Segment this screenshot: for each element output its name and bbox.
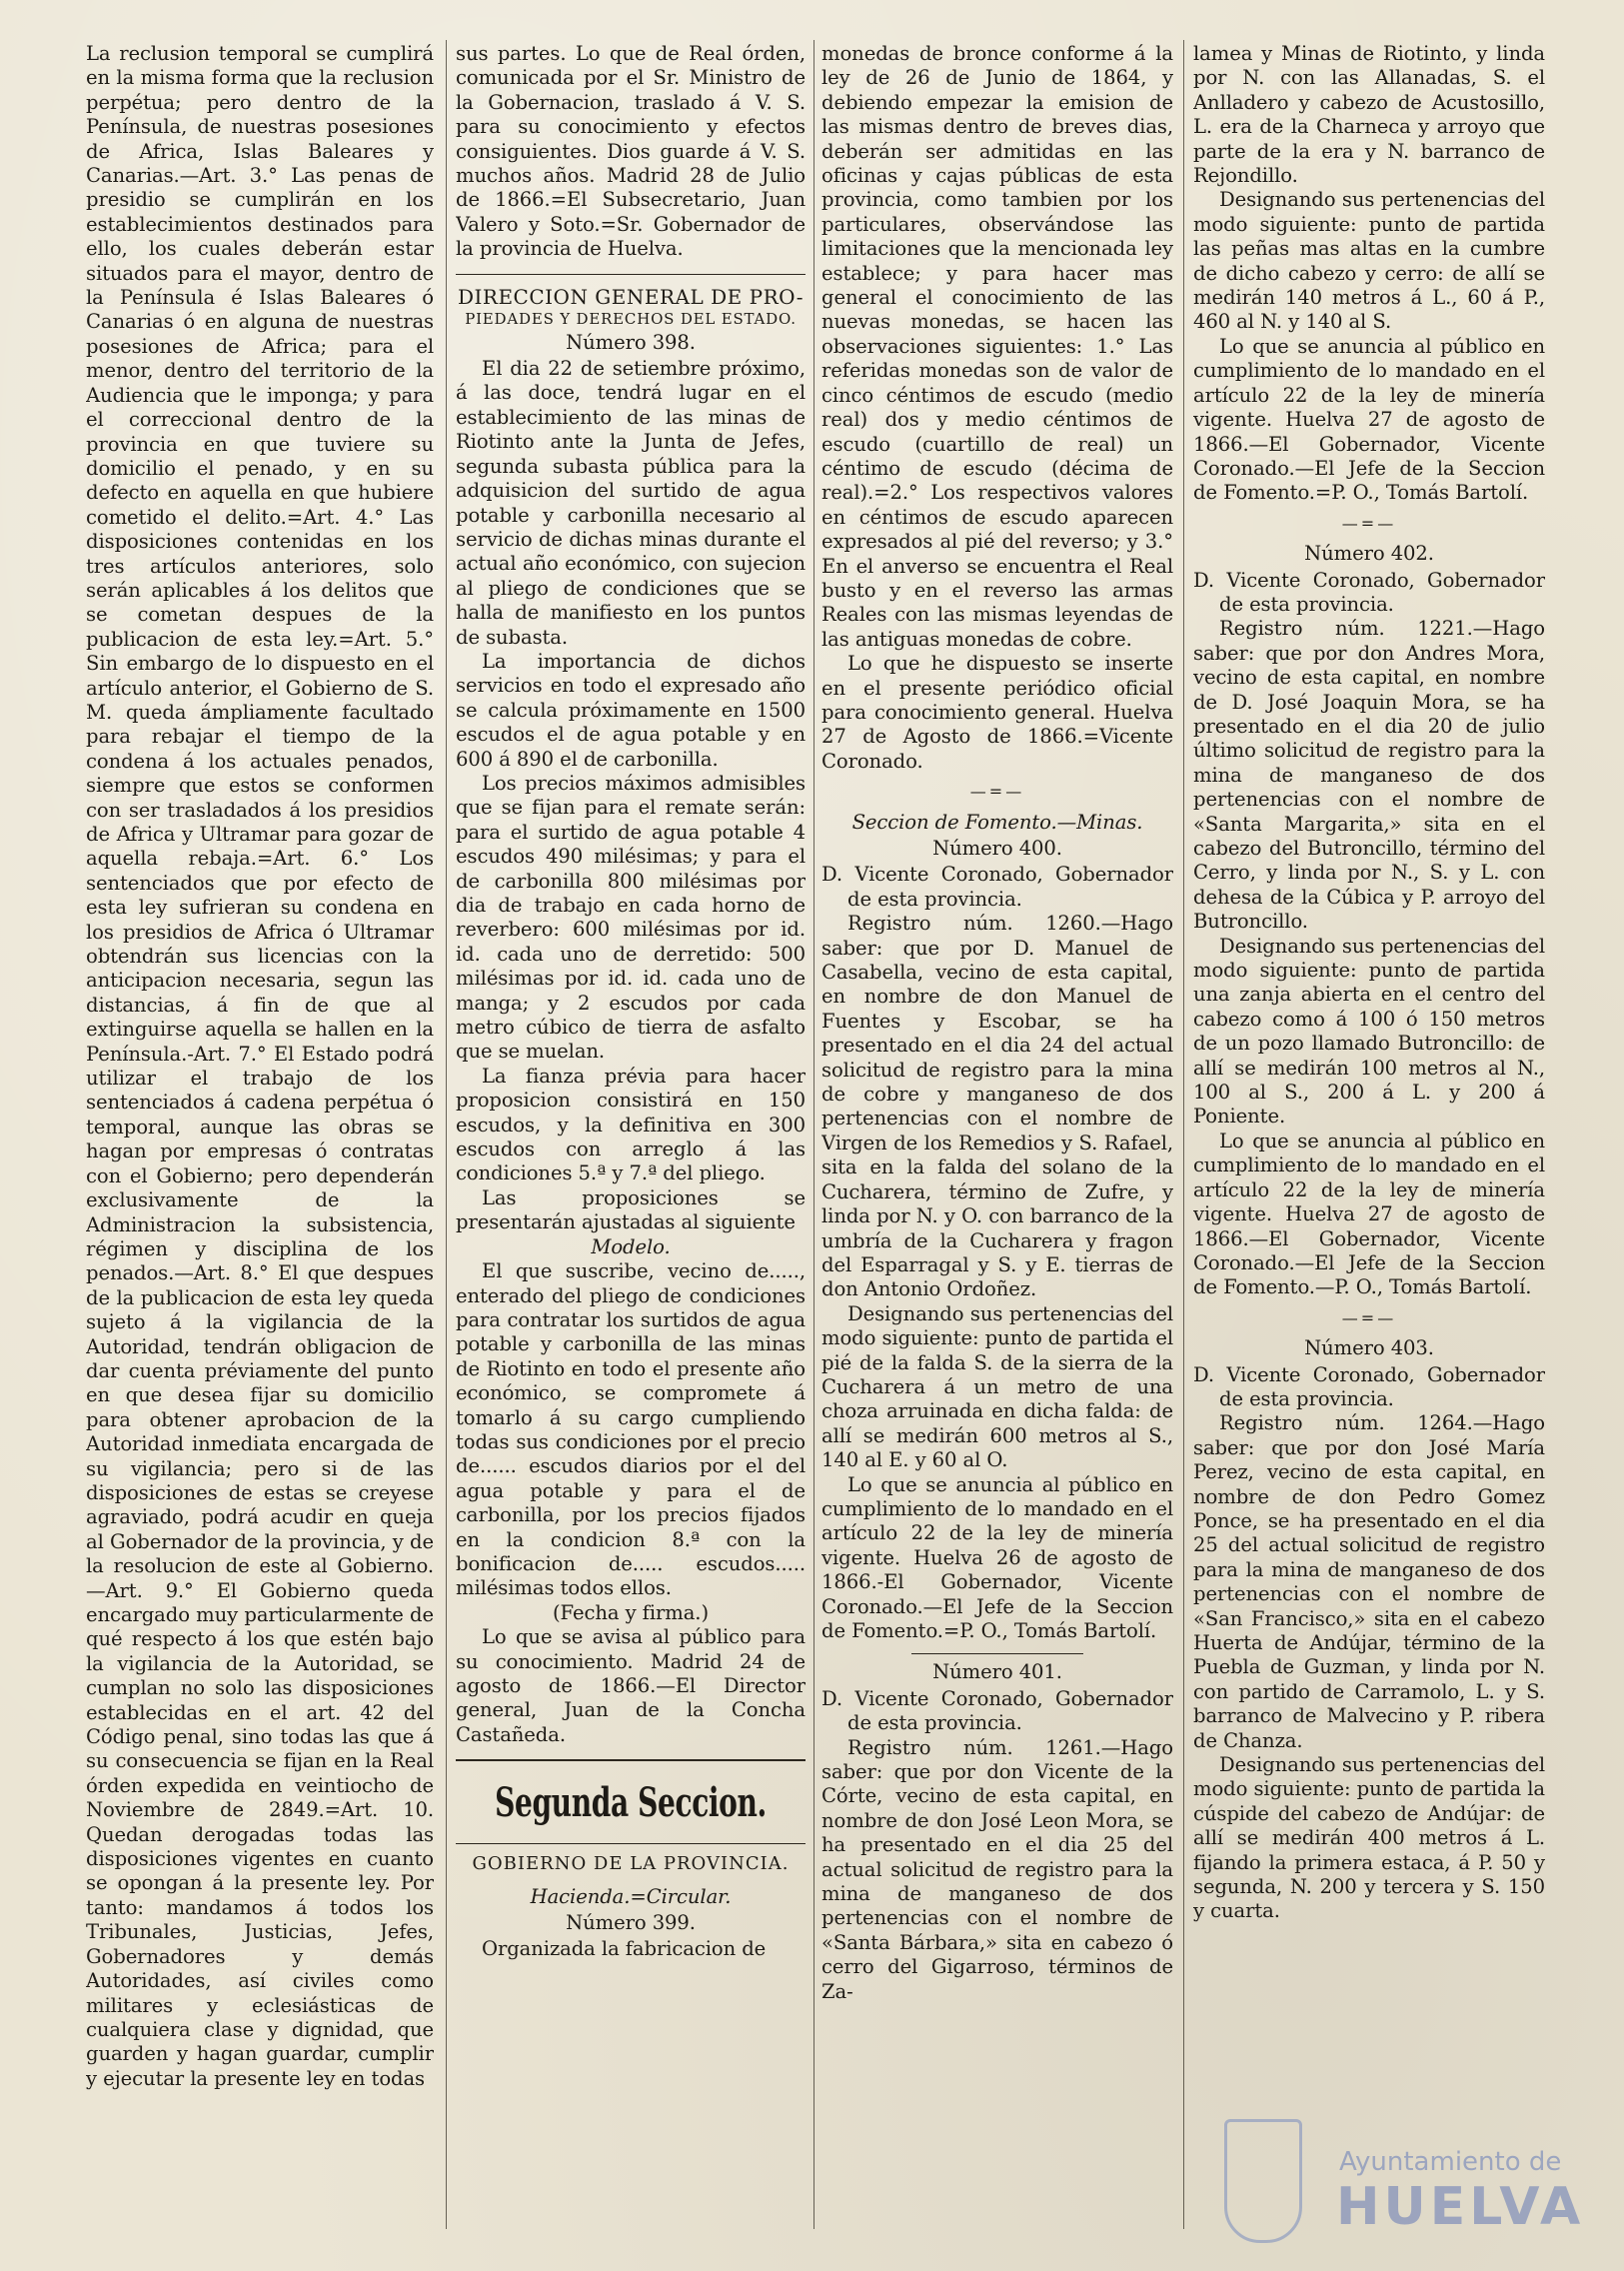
- column-4: [1193, 42, 1545, 2241]
- divider: [456, 1843, 806, 1844]
- body-paragraph: Lo que se anuncia al público en cumplimiento de lo mandado en el artículo 22 de la ley de minería vigente. Huelva 27 de agosto de 1866.—El Gobernador, Vicente Coronado.—El Jefe de la Seccion de Fomento.=P. O., Tomás Bartolí.: [1193, 334, 1545, 505]
- body-paragraph: Designando sus pertenencias del modo siguiente: punto de partida una zanja abierta en el centro del cabezo como á 100 ó 150 metros de un pozo llamado Butroncillo: de allí se medirán 100 metros al N., 100 al S., 200 á L. y 200 á Poniente.: [1193, 934, 1545, 1129]
- body-paragraph: Organizada la fabricacion de: [482, 1937, 767, 1961]
- notice-number: Número 399.: [566, 1911, 696, 1935]
- governor-line: D. Vicente Coronado, Gobernador de esta provincia.: [1193, 1362, 1545, 1410]
- section-subheading: PIEDADES Y DERECHOS DEL ESTADO.: [465, 309, 797, 328]
- section-subheading: Hacienda.=Circular.: [530, 1884, 732, 1908]
- body-paragraph: Lo que se anuncia al público en cumplimiento de lo mandado en el artículo 22 de la ley de minería vigente. Huelva 27 de agosto de 1866.—El Gobernador, Vicente Coronado.—El Jefe de la Seccion de Fomento.—P. O., Tomás Bartolí.: [1193, 1129, 1545, 1299]
- coat-of-arms-icon: [1224, 2119, 1302, 2243]
- notice-number: Número 401.: [932, 1660, 1062, 1684]
- body-paragraph: monedas de bronce conforme á la ley de 26 de Junio de 1864, y debiendo empezar la emision de las mismas dentro de breves dias, deberán ser admitidas en las oficinas y cajas públicas de esta provincia, como tambien por los particulares, observándose las limitaciones que la mencionada ley establece; y para hacer mas general el conocimiento de las nuevas monedas, se hacen las observaciones siguientes: 1.° Las referidas monedas son de valor de cinco céntimos de escudo (medio real) dos y medio céntimos de escudo (cuartillo de real) un céntimo de escudo (décima de real).=2.° Los respectivos valores en céntimos de escudo aparecen expresados al pié del reverso; y 3.° En el anverso se encuentra el Real busto y en el reverso las armas Reales con las mismas leyendas de las antiguas monedas de cobre.: [821, 42, 1173, 651]
- section-heading: DIRECCION GENERAL DE PRO-: [457, 284, 805, 309]
- separator: —=—: [1341, 513, 1397, 533]
- body-paragraph: Designando sus pertenencias del modo siguiente: punto de partida la cúspide del cabezo de Andújar: de allí se medirán 400 metros á L. fijando la primera estaca, á P. 50 y segunda, N. 200 y tercera y S. 150 y cuarta.: [1193, 1753, 1545, 1923]
- notice-number: Número 400.: [932, 837, 1062, 860]
- divider: [456, 274, 806, 275]
- body-paragraph: Las proposiciones se presentarán ajustadas al siguiente: [456, 1185, 806, 1234]
- separator: —=—: [969, 782, 1025, 802]
- body-paragraph: Designando sus pertenencias del modo siguiente: punto de partida el pié de la falda S. de la sierra de la Cucharera á un metro de una choza arruinada en dicha falda: de allí se medirán 600 metros al S., 140 al E. y 60 al O.: [821, 1301, 1173, 1472]
- body-paragraph: La reclusion temporal se cumplirá en la misma forma que la reclusion perpétua; pero dentro de la Península, de nuestras posesiones de Africa, Islas Baleares y Canarias.—Art. 3.° Las penas de presidio se cumplirán en los establecimientos destinados para ello, los cuales deberán estar situados para el mayor, dentro de la Península é Islas Baleares ó Canarias ó en alguna de nuestras posesiones de Africa; para el menor, dentro del territorio de la Audiencia que le imponga; y para el correccional dentro de la provincia en que tuviere su domicilio el penado, y en su defecto en aquella en que hubiere cometido el delito.=Art. 4.° Las disposiciones contenidas en los tres artículos anteriores, solo serán aplicables á los delitos que se cometan despues de la publicacion de esta ley.=Art. 5.° Sin embargo de lo dispuesto en el artículo anterior, el Gobierno de S. M. queda ámpliamente facultado para rebajar el tiempo de la condena á los actuales penados, siempre que estos se conformen con ser trasladados á los presidios de Africa y Ultramar para gozar de aquella rebaja.=Art. 6.° Los sentenciados que por efecto de esta ley sufrieran su condena en los presidios de Africa ó Ultramar obtendrán sus licencias con la anticipacion necesaria, segun las distancias, á fin de que al extinguirse aquella se hallen en la Península.-Art. 7.° El Estado podrá utilizar el trabajo de los sentenciados á cadena perpétua ó temporal, aunque las obras se hagan por empresas ó contratas con el Gobierno; pero dependerán exclusivamente de la Administracion la subsistencia, régimen y disciplina de los penados.—Art. 8.° El que despues de la publicacion de esta ley queda sujeto á la vigilancia de la Autoridad, tendrán obligacion de dar cuenta préviamente del punto en que desea fijar su domicilio para obtener aprobacion de la Autoridad inmediata encargada de su vigilancia; pero si de las disposiciones de estas se creyese agraviado, podrá acudir en queja al Gobernador de la provincia, y de la resolucion de este al Gobierno.—Art. 9.° El Gobierno queda encargado muy particularmente de qué respecto á los que estén bajo la vigilancia de la Autoridad, se cumplan no solo las disposiciones establecidas en el art. 42 del Código penal, sino todas las que á su consecuencia se fijan en la Real órden expedida en veintiocho de Noviembre de 2849.=Art. 10. Quedan derogadas todas las disposiciones vigentes en cuanto se opongan á la presente ley. Por tanto: mandamos á todos los Tribunales, Justicias, Jefes, Gobernadores y demás Autoridades, así civiles como militares y eclesiásticas de cualquiera clase y dignidad, que guarden y hagan guardar, cumplir y ejecutar la presente ley en todas: [86, 42, 434, 2090]
- body-paragraph: Lo que se avisa al público para su conocimiento. Madrid 24 de agosto de 1866.—El Director general, Juan de la Concha Castañeda.: [456, 1625, 806, 1746]
- body-paragraph: Lo que se anuncia al público en cumplimiento de lo mandado en el artículo 22 de la ley de minería vigente. Huelva 26 de agosto de 1866.-El Gobernador, Vicente Coronado.—El Jefe de la Seccion de Fomento.=P. O., Tomás Bartolí.: [821, 1472, 1173, 1642]
- body-paragraph: El que suscribe, vecino de....., enterado del pliego de condiciones para contratar los surtidos de agua potable y carbonilla de las minas de Riotinto en todo el presente año económico, se compromete á tomarlo á su cargo cumpliendo todas sus condiciones por el precio de...... escudos diarios por el del agua potable y para el de carbonilla, por los precios fijados en la condicion 8.ª con la bonificacion de..... escudos..... milésimas todos ellos.: [456, 1259, 806, 1600]
- divider: [911, 1653, 1083, 1654]
- body-paragraph: lamea y Minas de Riotinto, y linda por N. con las Allanadas, S. el Anlladero y cabezo de Acustosillo, L. era de la Charneca y arroyo que parte de la era y N. barranco de Rejondillo.: [1193, 42, 1545, 188]
- body-paragraph: La importancia de dichos servicios en todo el expresado año se calcula próximamente en 1500 escudos el de agua potable y en 600 á 890 el de carbonilla.: [456, 649, 806, 771]
- body-paragraph: Designando sus pertenencias del modo siguiente: punto de partida las peñas mas altas en la cumbre de dicho cabezo y cerro: de allí se medirán 140 metros á L., 60 á P., 460 al N. y 140 al S.: [1193, 188, 1545, 334]
- column-2: [456, 42, 806, 2241]
- archive-watermark: [1224, 2119, 1604, 2249]
- section-subheading: Seccion de Fomento.—Minas.: [851, 810, 1143, 834]
- column-rule: [446, 40, 447, 2229]
- body-paragraph: Registro núm. 1221.—Hago saber: que por don Andres Mora, vecino de esta capital, en nombre de D. José Joaquin Mora, se ha presentado en el dia 20 de julio último solicitud de registro para la mina de manganeso de dos pertenencias con el nombre de «Santa Margarita,» sita en el cabezo del Butroncillo, término del Cerro, y linda por N., S. y L. con dehesa de la Cúbica y P. arroyo del Butroncillo.: [1193, 617, 1545, 934]
- body-paragraph: Registro núm. 1264.—Hago saber: que por don José María Perez, vecino de esta capital, en nombre de don Pedro Gomez Ponce, se ha presentado en el dia 25 del actual solicitud de registro para la mina de manganeso de dos pertenencias con el nombre de «San Francisco,» sita en el cabezo Huerta de Andújar, término de la Puebla de Guzman, y linda por N. con partido de Carramolo, L. y S. barranco de Malvecino y P. ribera de Chanza.: [1193, 1411, 1545, 1752]
- body-paragraph: sus partes. Lo que de Real órden, comunicada por el Sr. Ministro de la Gobernacion, traslado á V. S. para su conocimiento y efectos consiguientes. Dios guarde á V. S. muchos años. Madrid 28 de Julio de 1866.=El Subsecretario, Juan Valero y Soto.=Sr. Gobernador de la provincia de Huelva.: [456, 42, 806, 261]
- body-paragraph: La fianza prévia para hacer proposicion consistirá en 150 escudos, y la definitiva en 300 escudos con arreglo á las condiciones 5.ª y 7.ª del pliego.: [456, 1064, 806, 1185]
- governor-line: D. Vicente Coronado, Gobernador de esta provincia.: [1193, 568, 1545, 616]
- signature-note: (Fecha y firma.): [553, 1600, 709, 1624]
- separator: —=—: [1341, 1307, 1397, 1327]
- watermark-line2: HUELVA: [1336, 2177, 1585, 2237]
- column-1: [86, 42, 434, 2241]
- body-paragraph: Registro núm. 1261.—Hago saber: que por don Vicente de la Córte, vecino de esta capital, en nombre de don José Leon Mora, se ha presentado en el dia 25 del actual solicitud de registro para la mina de manganeso de dos pertenencias con el nombre de «Santa Bárbara,» sita en cabezo ó cerro del Gigarroso, términos de Za-: [821, 1735, 1173, 2003]
- body-paragraph: Registro núm. 1260.—Hago saber: que por D. Manuel de Casabella, vecino de esta capital, en nombre de don Manuel de Fuentes y Escobar, se ha presentado en el dia 24 del actual solicitud de registro para la mina de cobre y manganeso de dos pertenencias con el nombre de Virgen de los Remedios y S. Rafael, sita en la falda del solano de la Cucharera, término de Zufre, y linda por N. y O. con barranco de la umbría de la Cucharera y fragon del Esparragal y S. y E. tierras de don Antonio Ordoñez.: [821, 912, 1173, 1301]
- notice-number: Número 403.: [1304, 1336, 1434, 1360]
- governor-line: D. Vicente Coronado, Gobernador de esta provincia.: [821, 1686, 1173, 1735]
- section-heading: GOBIERNO DE LA PROVINCIA.: [472, 1853, 790, 1875]
- governor-line: D. Vicente Coronado, Gobernador de esta provincia.: [821, 863, 1173, 911]
- model-heading: Modelo.: [591, 1234, 671, 1258]
- notice-number: Número 402.: [1304, 542, 1434, 566]
- column-3: [821, 42, 1173, 2241]
- column-rule: [1183, 40, 1184, 2229]
- notice-number: Número 398.: [566, 330, 696, 354]
- watermark-line1: Ayuntamiento de: [1339, 2147, 1562, 2177]
- body-paragraph: Lo que he dispuesto se inserte en el presente periódico oficial para conocimiento general. Huelva 27 de Agosto de 1866.=Vicente Coronado.: [821, 652, 1173, 773]
- divider: [456, 1759, 806, 1761]
- column-rule: [813, 40, 814, 2229]
- section-title: Segunda Seccion.: [495, 1779, 767, 1827]
- body-paragraph: Los precios máximos admisibles que se fijan para el remate serán: para el surtido de agua potable 4 escudos 490 milésimas; y para el de carbonilla 800 milésimas por dia de trabajo en cada horno de reverbero: 600 milésimas por id. id. cada uno de derretido: 500 milésimas por id. id. cada uno de manga; y 2 escudos por cada metro cúbico de tierra de asfalto que se muelan.: [456, 771, 806, 1064]
- body-paragraph: El dia 22 de setiembre próximo, á las doce, tendrá lugar en el establecimiento de las minas de Riotinto ante la Junta de Jefes, segunda subasta pública para la adquisicion del surtido de agua potable y carbonilla necesario al servicio de dichas minas durante el actual año económico, con sujecion al pliego de condiciones que se halla de manifiesto en los puntos de subasta.: [456, 357, 806, 649]
